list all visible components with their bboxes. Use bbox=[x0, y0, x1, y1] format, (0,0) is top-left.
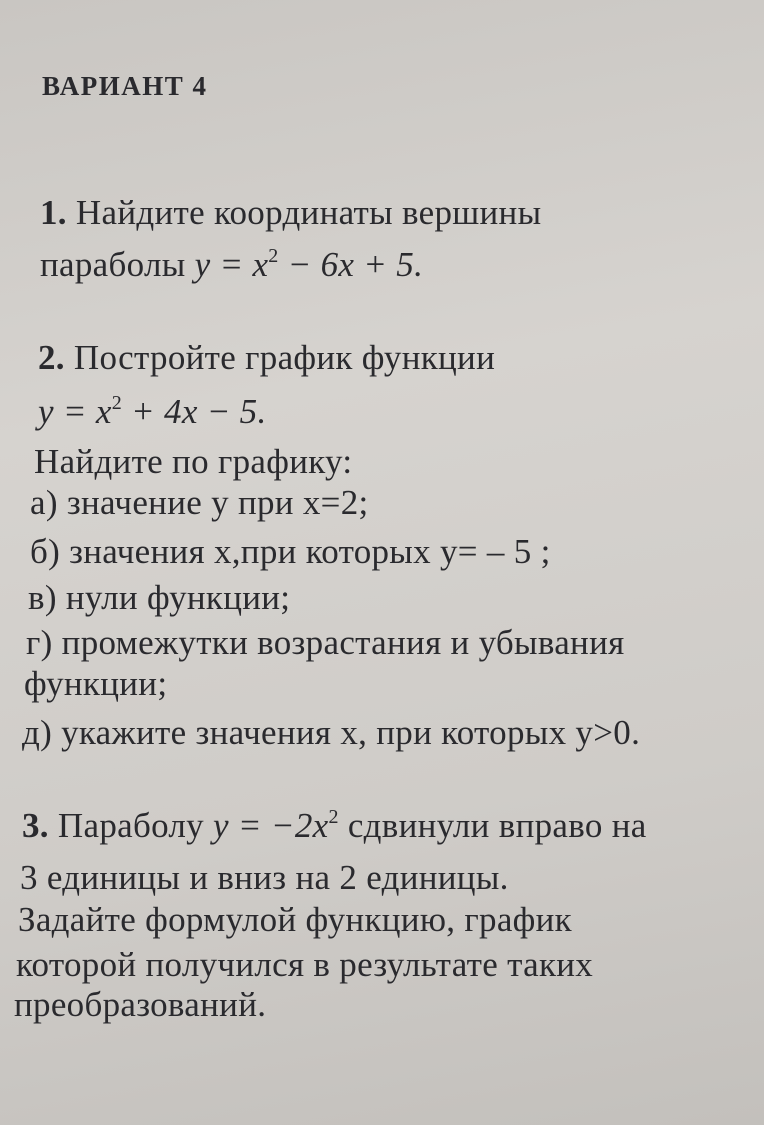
task3-number: 3. bbox=[22, 806, 49, 845]
task3-formula-base: y = −2x bbox=[213, 806, 329, 845]
task2-item-d: д) укажите значения х, при которых у>0. bbox=[22, 713, 641, 752]
task2-text: Постройте график функции bbox=[73, 338, 496, 377]
task1-line2-text: параболы bbox=[40, 245, 186, 284]
task3-text-b: сдвинули вправо на bbox=[347, 806, 647, 845]
task3-line2: 3 единицы и вниз на 2 единицы. bbox=[20, 858, 509, 897]
task1-formula-exponent: 2 bbox=[268, 245, 279, 267]
task3-formula-exponent: 2 bbox=[328, 806, 339, 828]
task2-number: 2. bbox=[38, 338, 65, 377]
task2-formula-rest: + 4x − 5. bbox=[122, 392, 267, 431]
task3-text-a: Параболу bbox=[57, 806, 204, 845]
task2-formula bbox=[38, 392, 267, 432]
task1-number: 1. bbox=[40, 193, 67, 232]
task2-formula-base: y = x bbox=[38, 392, 112, 431]
task1-line1 bbox=[40, 193, 541, 233]
task3-line4: которой получился в результате таких bbox=[16, 945, 594, 984]
task3-line3: Задайте формулой функцию, график bbox=[18, 900, 572, 939]
task2-item-g: г) промежутки возрастания и убывания bbox=[26, 623, 625, 662]
task2-item-b: б) значения х,при которых у= – 5 ; bbox=[30, 532, 551, 571]
task3-line5: преобразований. bbox=[14, 985, 267, 1024]
task1-formula-rest: − 6x + 5. bbox=[278, 245, 424, 284]
task2-item-a: а) значение у при х=2; bbox=[30, 483, 369, 522]
task2-formula-exponent: 2 bbox=[111, 392, 122, 414]
variant-title: ВАРИАНТ 4 bbox=[42, 71, 208, 101]
task1-formula-base: y = x bbox=[194, 245, 269, 284]
task1-line2 bbox=[40, 245, 423, 285]
task2-line1 bbox=[38, 338, 495, 378]
task1-text: Найдите координаты вершины bbox=[75, 193, 542, 232]
task2-item-g-cont: функции; bbox=[24, 664, 168, 703]
task3-formula bbox=[213, 806, 339, 845]
task1-formula bbox=[195, 245, 424, 284]
task3-line1 bbox=[22, 806, 647, 846]
task2-subtitle: Найдите по графику: bbox=[34, 442, 353, 481]
task2-item-v: в) нули функции; bbox=[28, 578, 291, 617]
